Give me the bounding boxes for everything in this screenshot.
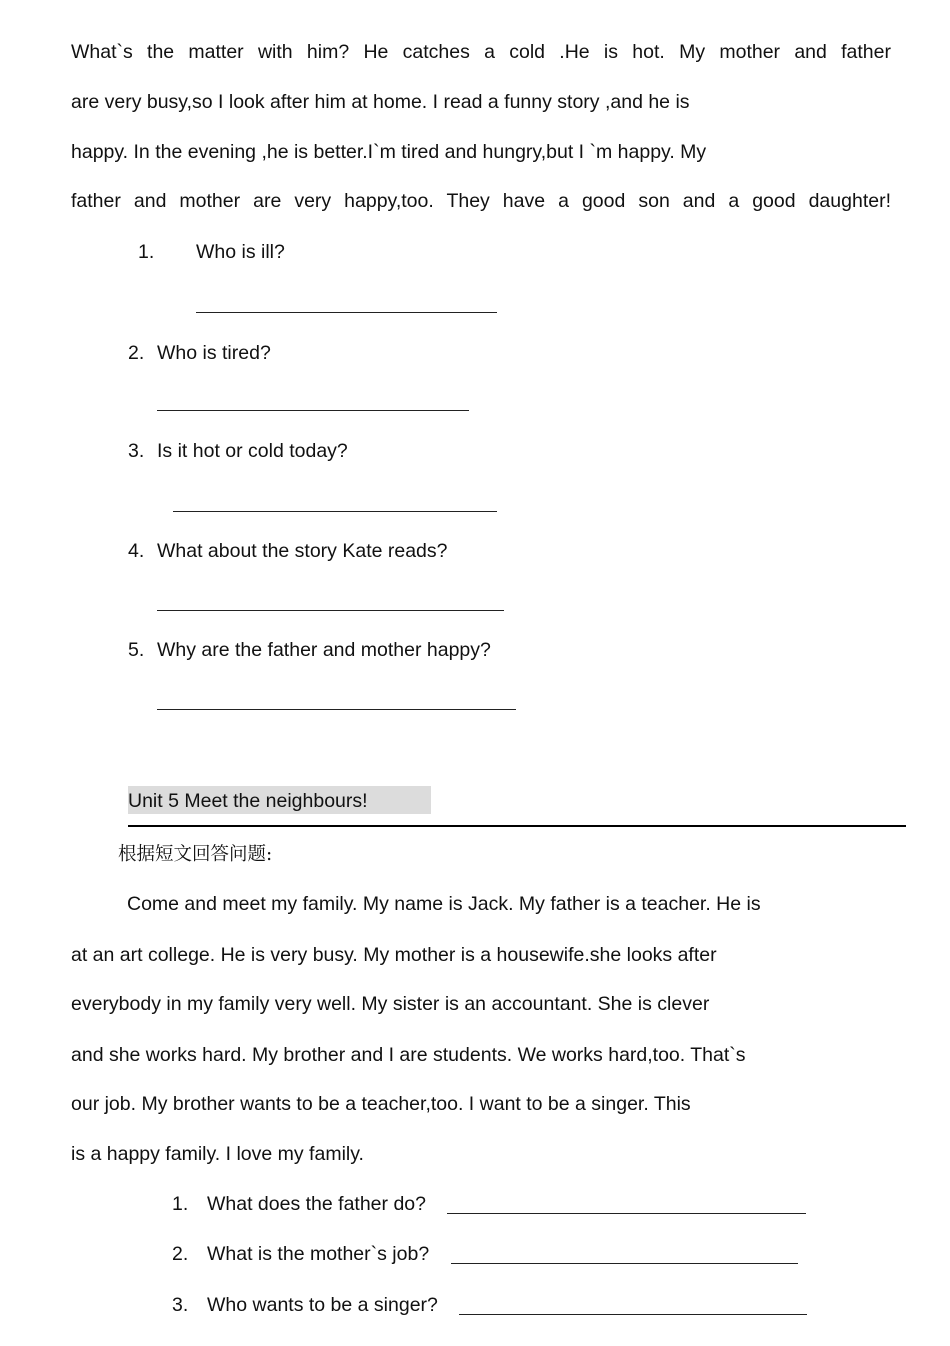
instruction: 根据短文回答问题:: [118, 844, 273, 865]
question-number: 1.: [172, 1193, 189, 1215]
question-text: What does the father do?: [207, 1193, 426, 1215]
question-number: 5.: [128, 639, 145, 661]
answer-blank[interactable]: [451, 1263, 798, 1264]
question-number: 1.: [138, 241, 155, 263]
passage1-line-4: father and mother are very happy,too. They have a good son and a good daughter!: [71, 190, 891, 212]
section-divider: [128, 825, 906, 827]
passage2-line-3: everybody in my family very well. My sister is an accountant. She is clever: [71, 993, 710, 1015]
question-text: Who is ill?: [196, 241, 285, 263]
question-text: What about the story Kate reads?: [157, 540, 448, 562]
question-text: Who wants to be a singer?: [207, 1294, 438, 1316]
answer-blank[interactable]: [157, 410, 469, 411]
passage2-line-5: our job. My brother wants to be a teacher,too. I want to be a singer. This: [71, 1093, 691, 1115]
question-text: Who is tired?: [157, 342, 271, 364]
answer-blank[interactable]: [196, 312, 497, 313]
answer-blank[interactable]: [157, 610, 504, 611]
answer-blank[interactable]: [447, 1213, 806, 1214]
question-number: 2.: [128, 342, 145, 364]
answer-blank[interactable]: [157, 709, 516, 710]
answer-blank[interactable]: [173, 511, 497, 512]
passage2-line-6: is a happy family. I love my family.: [71, 1143, 364, 1165]
passage1-line-2: are very busy,so I look after him at home. I read a funny story ,and he is: [71, 91, 690, 113]
passage2-line-1: Come and meet my family. My name is Jack. My father is a teacher. He is: [127, 893, 761, 915]
question-number: 4.: [128, 540, 145, 562]
passage2-line-2: at an art college. He is very busy. My mother is a housewife.she looks after: [71, 944, 717, 966]
unit-title: Unit 5 Meet the neighbours!: [128, 790, 368, 812]
answer-blank[interactable]: [459, 1314, 807, 1315]
question-text: Is it hot or cold today?: [157, 440, 348, 462]
question-text: What is the mother`s job?: [207, 1243, 430, 1265]
passage2-line-4: and she works hard. My brother and I are students. We works hard,too. That`s: [71, 1044, 746, 1066]
question-number: 3.: [172, 1294, 189, 1316]
question-number: 3.: [128, 440, 145, 462]
question-number: 2.: [172, 1243, 189, 1265]
passage1-line-1: What`s the matter with him? He catches a cold .He is hot. My mother and father: [71, 41, 891, 63]
question-text: Why are the father and mother happy?: [157, 639, 491, 661]
passage1-line-3: happy. In the evening ,he is better.I`m tired and hungry,but I `m happy. My: [71, 141, 707, 163]
